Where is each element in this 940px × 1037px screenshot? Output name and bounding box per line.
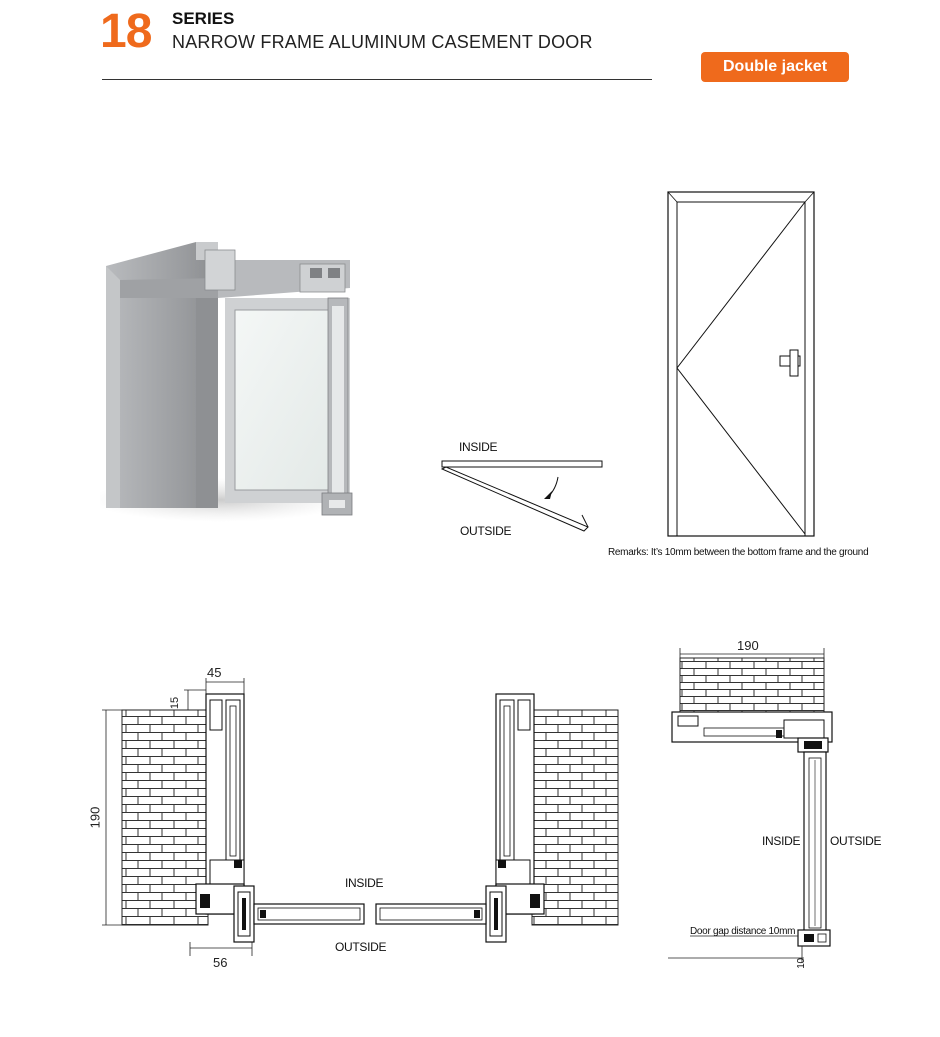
series-label: SERIES	[172, 9, 235, 28]
vertical-outside-label: OUTSIDE	[830, 834, 882, 848]
opening-direction-diagram	[436, 455, 606, 535]
double-jacket-badge: Double jacket	[701, 52, 849, 82]
door-front-elevation	[664, 190, 816, 538]
plan-inside-label: INSIDE	[345, 876, 384, 890]
dim-top: 190	[737, 638, 759, 653]
opening-outside-label: OUTSIDE	[460, 524, 512, 538]
profile-3d-render	[100, 238, 360, 523]
elevation-remarks: Remarks: It’s 10mm between the bottom frame and the ground	[608, 547, 869, 558]
dim-frame-width: 45	[207, 665, 222, 680]
opening-inside-label: INSIDE	[459, 440, 498, 454]
dim-depth: 190	[87, 806, 103, 829]
product-title: NARROW FRAME ALUMINUM CASEMENT DOOR	[172, 32, 593, 52]
dim-small: 15	[169, 696, 182, 710]
dim-gap: 10	[795, 958, 807, 969]
vertical-section-drawing	[664, 640, 844, 970]
series-number: 18	[100, 5, 152, 58]
plan-outside-label: OUTSIDE	[335, 940, 387, 954]
dim-bottom: 56	[213, 955, 228, 970]
vertical-inside-label: INSIDE	[762, 834, 801, 848]
door-gap-label: Door gap distance 10mm	[690, 926, 796, 937]
header-divider	[102, 79, 652, 80]
